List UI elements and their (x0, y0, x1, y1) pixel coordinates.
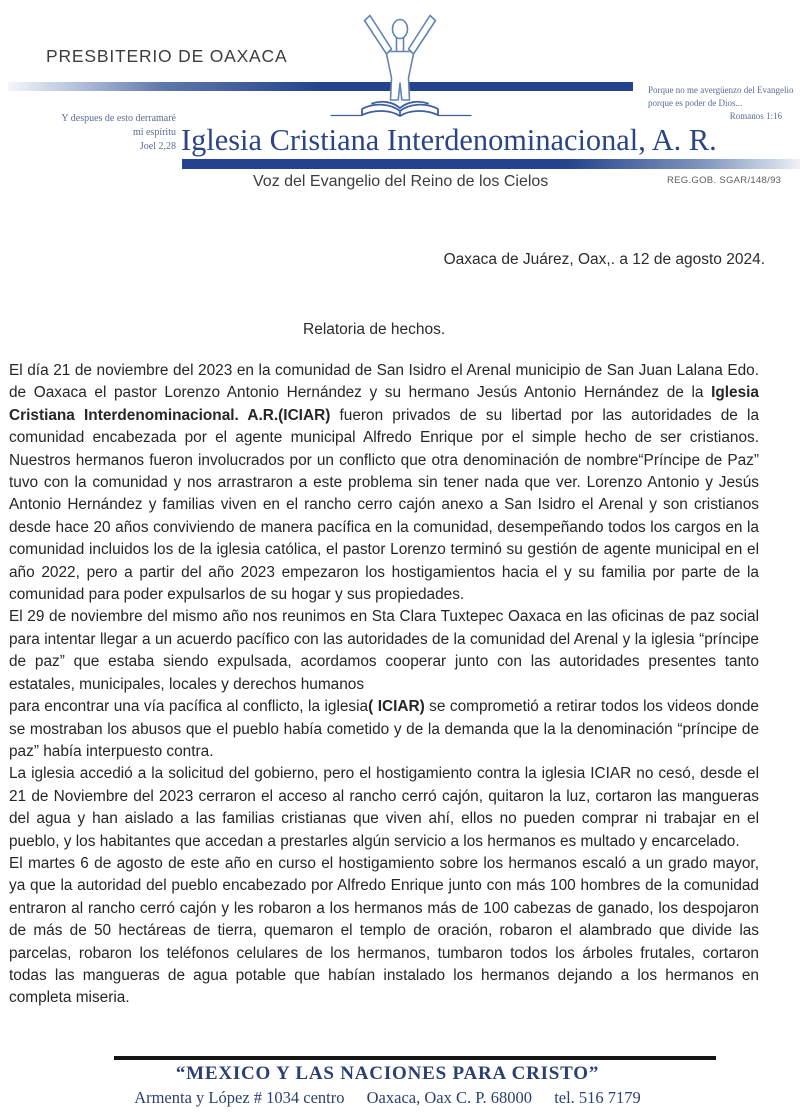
letter-paragraph: El día 21 de noviembre del 2023 en la comunidad de San Isidro el Arenal municipio de San Juan Lalana Edo. de Oaxaca el pastor Lorenzo Antonio Hernández y su hermano Jesús Antonio Hernández de la Iglesia Cristiana Interdenominacional. A.R.(ICIAR) fueron privados de su libertad por las autoridades de la comunidad encabezada por el agente municipal Alfredo Enrique por el simple hecho de ser cristianos. Nuestros hermanos fueron involucrados por un conflicto que otra denominación de nombre“Príncipe de Paz” tuvo con la comunidad y nos arrastraron a este problema sin tener nada que ver. Lorenzo Antonio y Jesús Antonio Hernández y familias viven en el rancho cerro cajón anexo a San Isidro el Arenal y son cristianos desde hace 20 años conviviendo de manera pacífica en la comunidad, desempeñando todos los cargos en la comunidad incluidos los de la iglesia católica, el pastor Lorenzo terminó su gestión de agente municipal en el año 2022, pero a partir del año 2023 empezaron los hostigamientos hacia el y su familia por parte de la comunidad para poder expulsarlos de su hogar y sus propiedades. (9, 362, 760, 604)
subject-line: Relatoria de hechos. (303, 321, 446, 338)
letter-paragraph: La iglesia accedió a la solicitud del gobierno, pero el hostigamiento contra la iglesia ICIAR no cesó, desde el 21 de Noviembre del 2023 cerraron el acceso al rancho cerró cajón, quitaron la luz, cortaron las mangueras del agua y han aislado a las familias cristianas que viven ahí, ellos no pueden comprar ni trabajar en el pueblo, y los habitantes que accedan a prestarles algún servicio a los hermanos es multado y encarcelado. (9, 765, 759, 850)
scripture-left-line2: mi espíritu (132, 127, 176, 138)
presbiterio-heading: PRESBITERIO DE OAXACA (46, 46, 288, 66)
header-bottom-bar (182, 159, 800, 169)
organization-name: Iglesia Cristiana Interdenominacional, A. R. (181, 122, 717, 157)
scripture-right-line2: porque es poder de Dios... (648, 98, 743, 108)
letter-paragraph: El martes 6 de agosto de este año en curso el hostigamiento sobre los hermanos escaló a un grado mayor, ya que la autoridad del pueblo encabezado por Alfredo Enrique junto con más 100 hombres de la comunidad entraron al rancho cerró cajón y les robaron a los hermanos más de 100 cabezas de ganado, los despojaron de más de 50 hectáreas de tierra, quemaron el templo de oración, robaron el alambrado que divide las parcelas, robaron los teléfonos celulares de los hermanos, tumbaron todos los árboles frutales, cortaron todas las mangueras de agua potable que habían instalado los hermanos dejando a los hermanos en completa miseria. (9, 854, 759, 1007)
scripture-right-reference: Romanos 1:16 (729, 111, 782, 121)
organization-tagline: Voz del Evangelio del Reino de los Cielos (253, 173, 549, 190)
footer-rule (114, 1056, 716, 1060)
scripture-left-joel (38, 112, 176, 154)
footer-city: Oaxaca, Oax C. P. 68000 (366, 1088, 533, 1107)
dateline: Oaxaca de Juárez, Oax,. a 12 de agosto 2024. (443, 251, 765, 268)
header-top-bar (8, 82, 633, 91)
footer-street: Armenta y López # 1034 centro (134, 1088, 345, 1107)
letter-paragraph: El 29 de noviembre del mismo año nos reunimos en Sta Clara Tuxtepec Oaxaca en las oficinas de paz social para intentar llegar a un acuerdo pacífico con las autoridades de la comunidad del Arenal y la iglesia “príncipe de paz” que estaba siendo expulsada, acordamos cooperar junto con las autoridades presentes tanto estatales, municipales, locales y derechos humanos para encontrar una vía pacífica al conflicto, la iglesia( ICIAR) se comprometió a retirar todos los videos donde se mostraban los abusos que el pueblo había cometido y de la demanda que la la denominación “príncipe de paz” había interpuesto contra. (9, 608, 759, 760)
footer-address (0, 1088, 775, 1108)
scripture-left-line1: Y despues de esto derramaré (61, 113, 176, 124)
scripture-right-romans (648, 84, 796, 123)
footer-phone: tel. 516 7179 (554, 1088, 641, 1107)
scripture-right-line1: Porque no me avergüenzo del Evangelio (648, 85, 794, 95)
church-logo-icon (325, 8, 475, 130)
scripture-left-reference: Joel 2,28 (139, 141, 176, 152)
letter-body (9, 360, 759, 1010)
footer-motto: “MEXICO Y LAS NACIONES PARA CRISTO” (175, 1063, 600, 1084)
registration-number: REG.GOB. SGAR/148/93 (667, 175, 782, 186)
